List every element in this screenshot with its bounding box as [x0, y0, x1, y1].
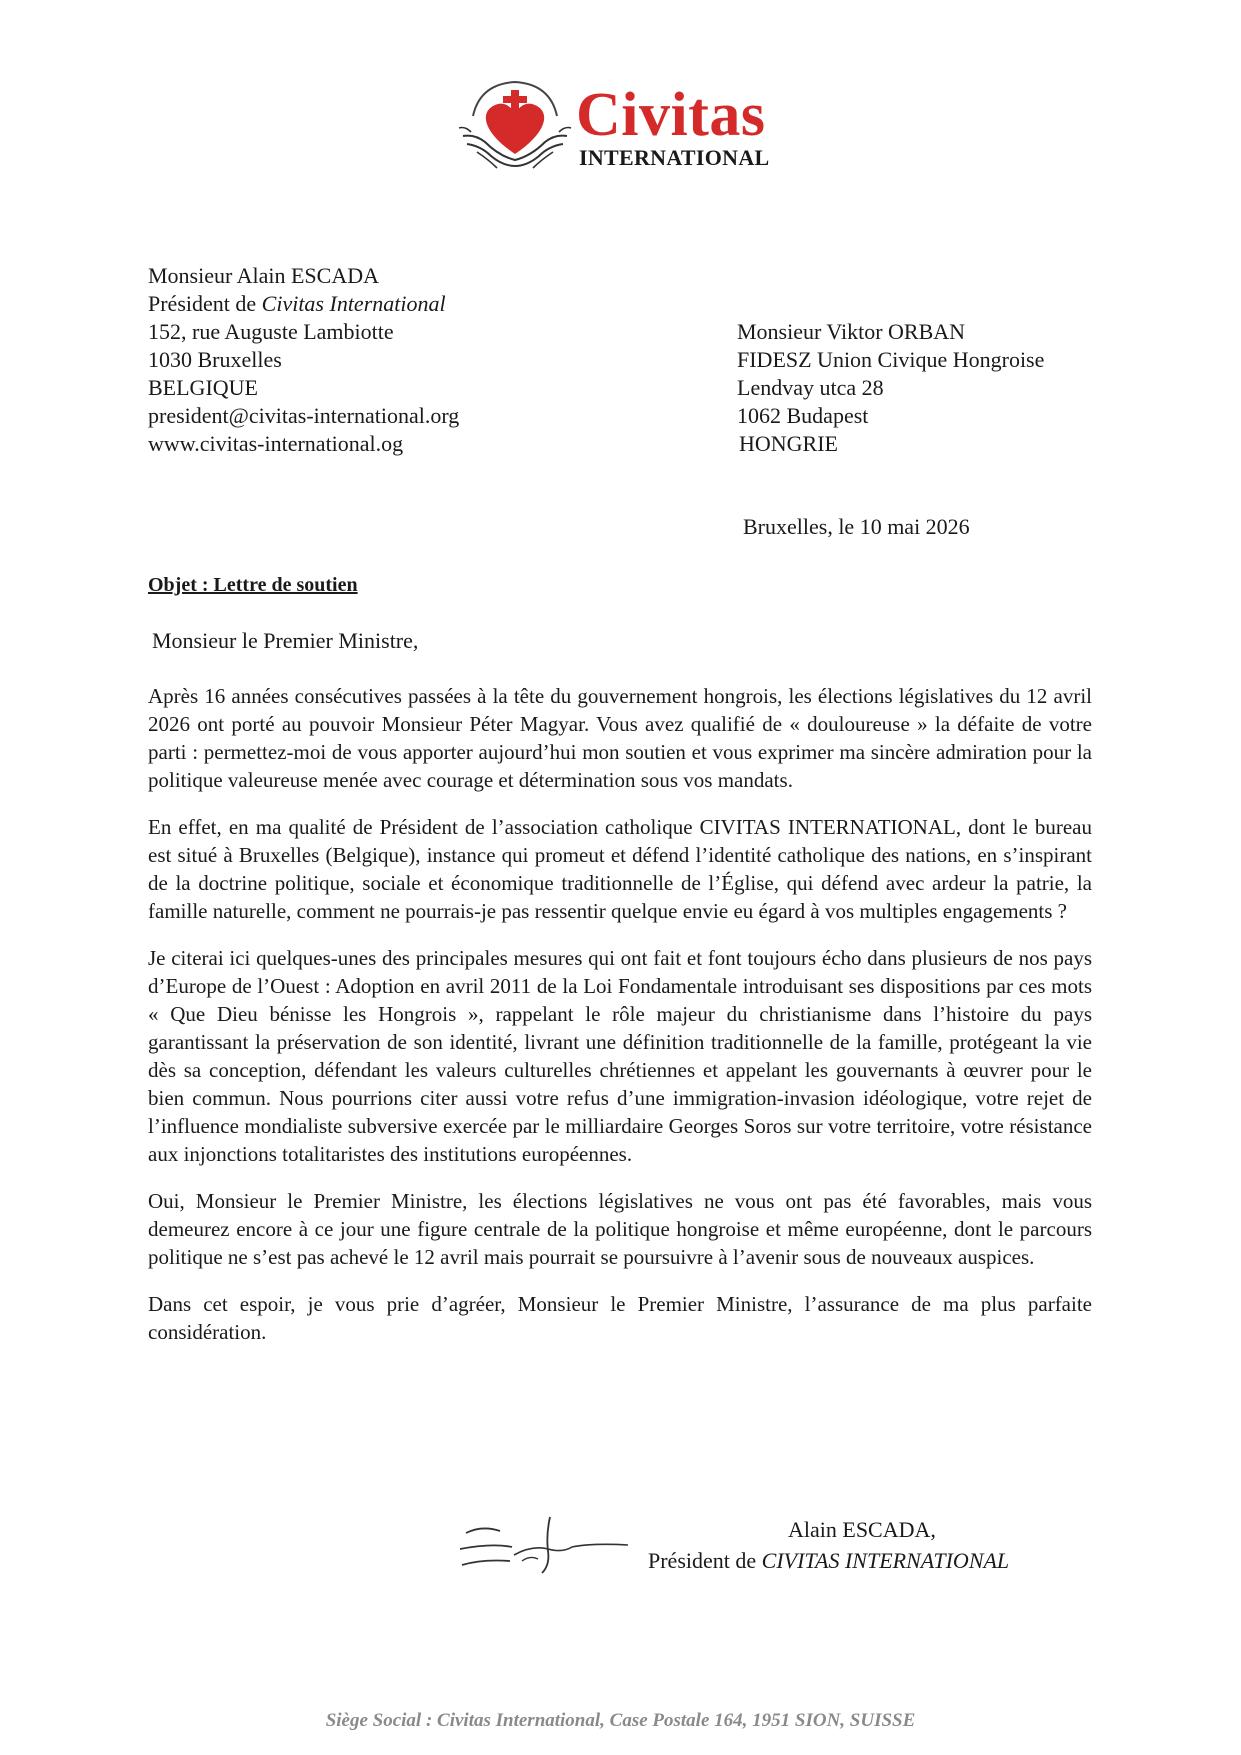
civitas-logo: [455, 76, 795, 176]
recipient-address-block: [737, 318, 1044, 458]
sender-address-city: 1030 Bruxelles: [148, 347, 282, 372]
sender-website: www.civitas-international.og: [148, 431, 404, 456]
signatory-title-org: CIVITAS INTERNATIONAL: [761, 1548, 1010, 1573]
letter-salutation: Monsieur le Premier Ministre,: [152, 628, 419, 653]
letter-date: Bruxelles, le 10 mai 2026: [743, 514, 970, 539]
sender-title-prefix: Président de: [148, 291, 262, 316]
body-paragraph: Oui, Monsieur le Premier Ministre, les élections législatives ne vous ont pas été favorables, mais vous demeurez encore à ce jour une figure centrale de la politique hongroise et même européenne, dont le parcours politique ne s’est pas achevé le 12 avril mais pourrait se poursuivre à l’avenir sous de nouveaux auspices.: [148, 1189, 1092, 1269]
letter-body: [148, 682, 1092, 1365]
sender-country: BELGIQUE: [148, 375, 258, 400]
body-paragraph: Je citerai ici quelques-unes des principales mesures qui ont fait et font toujours écho dans plusieurs de nos pays d’Europe de l’Ouest : Adoption en avril 2011 de la Loi Fondamentale introduisant ses dispositions par ces mots « Que Dieu bénisse les Hongrois », rappelant le rôle majeur du christianisme dans l’histoire du pays garantissant la préservation de son identité, livrant une définition traditionnelle de la famille, protégeant la vie dès sa conception, défendant les valeurs culturelles chrétiennes et appelant les gouvernants à œuvrer pour le bien commun. Nous pourrions citer aussi votre refus d’une immigration-invasion idéologique, votre rejet de l’influence mondialiste subversive exercée par le milliardaire Georges Soros sur votre territoire, votre résistance aux injonctions totalitaristes des institutions européennes.: [148, 946, 1092, 1166]
logo-wordmark: Civitas: [576, 81, 766, 149]
sender-address-street: 152, rue Auguste Lambiotte: [148, 319, 394, 344]
sender-title: [148, 290, 459, 318]
recipient-name: Monsieur Viktor ORBAN: [737, 319, 966, 344]
sender-name: Monsieur Alain ESCADA: [148, 263, 379, 288]
signatory-name: Alain ESCADA,: [788, 1517, 936, 1542]
recipient-address-street: Lendvay utca 28: [737, 375, 884, 400]
signatory-title: [648, 1548, 1009, 1574]
body-paragraph: Après 16 années consécutives passées à la tête du gouvernement hongrois, les élections législatives du 12 avril 2026 ont porté au pouvoir Monsieur Péter Magyar. Vous avez qualifié de « douloureuse » la défaite de votre parti : permettez-moi de vous apporter aujourd’hui mon soutien et vous exprimer ma sincère admiration pour la politique valeureuse menée avec courage et détermination sous vos mandats.: [148, 684, 1092, 792]
logo-subtitle: INTERNATIONAL: [579, 145, 770, 170]
recipient-address-city: 1062 Budapest: [737, 403, 869, 428]
recipient-org: FIDESZ Union Civique Hongroise: [737, 347, 1045, 372]
sender-email: president@civitas-international.org: [148, 403, 460, 428]
body-paragraph: Dans cet espoir, je vous prie d’agréer, Monsieur le Premier Ministre, l’assurance de ma plus parfaite considération.: [148, 1292, 1092, 1344]
body-paragraph: En effet, en ma qualité de Président de l’association catholique CIVITAS INTERNATIONAL, dont le bureau est situé à Bruxelles (Belgique), instance qui promeut et défend l’identité catholique des nations, en s’inspirant de la doctrine politique, sociale et économique traditionnelle de l’Église, qui défend avec ardeur la patrie, la famille naturelle, comment ne pourrais-je pas ressentir quelque envie eu égard à vos multiples engagements ?: [148, 815, 1092, 923]
letter-subject: Objet : Lettre de soutien: [148, 574, 358, 596]
sender-address-block: [148, 262, 459, 458]
page-footer: Siège Social : Civitas International, Case Postale 164, 1951 SION, SUISSE: [325, 1710, 916, 1731]
heart-hands-emblem-icon: [455, 76, 575, 176]
recipient-country: HONGRIE: [739, 431, 838, 456]
handwritten-signature: [452, 1515, 632, 1575]
signatory-title-prefix: Président de: [648, 1548, 762, 1573]
sender-title-org: Civitas International: [261, 291, 446, 316]
